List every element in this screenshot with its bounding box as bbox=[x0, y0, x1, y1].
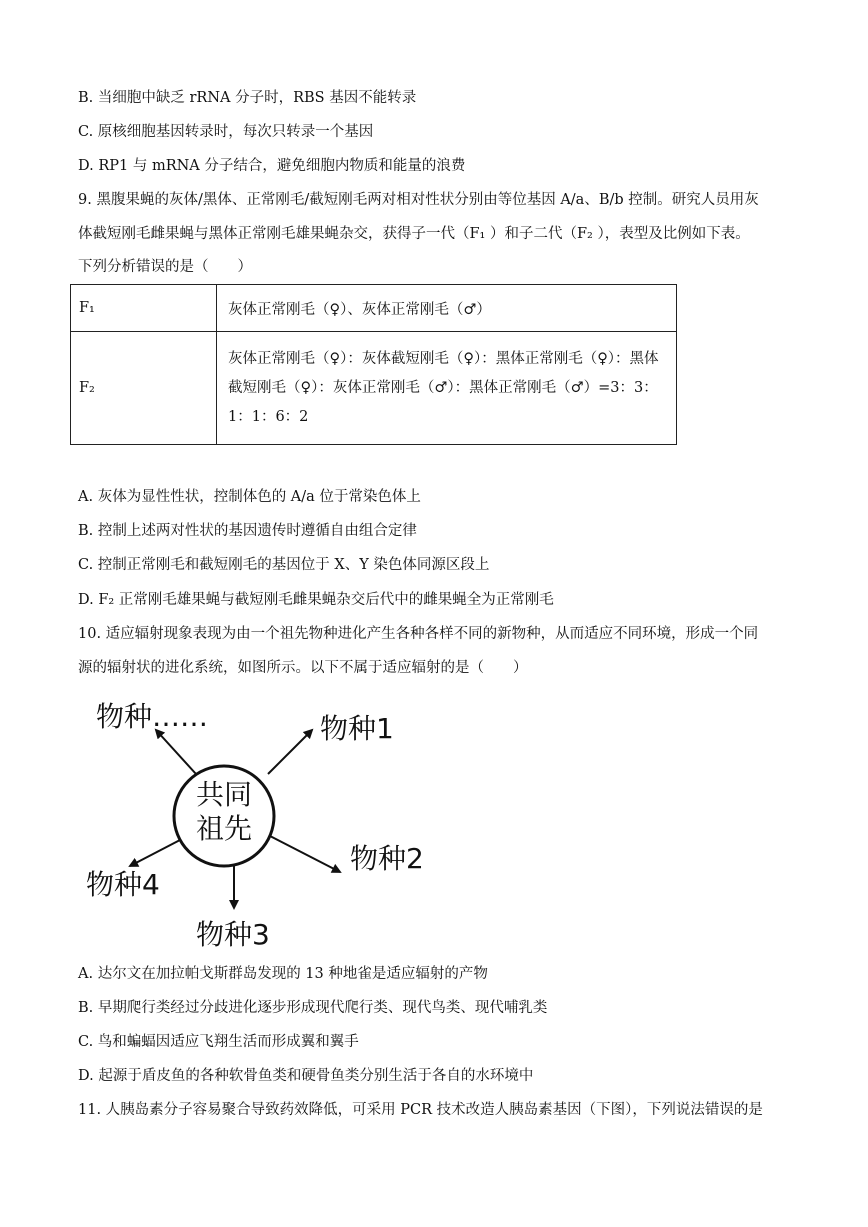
species-1-label: 物种1 bbox=[320, 712, 394, 745]
q8-option-c: C. 原核细胞基因转录时，每次只转录一个基因 bbox=[78, 124, 374, 140]
q10-option-b: B. 早期爬行类经过分歧进化逐步形成现代爬行类、现代鸟类、现代哺乳类 bbox=[78, 1000, 548, 1016]
q9-stem-line-2: 体截短刚毛雌果蝇与黑体正常刚毛雄果蝇杂交，获得子一代（F₁ ）和子二代（F₂ ），表型及比例如下表。 bbox=[78, 226, 750, 242]
arrow-to-species-4 bbox=[130, 840, 180, 866]
q9-stem-line-1: 9. 黑腹果蝇的灰体/黑体、正常刚毛/截短刚毛两对相对性状分别由等位基因 A/a、B/b 控制。研究人员用灰 bbox=[78, 192, 759, 208]
arrow-to-species-dots bbox=[156, 730, 196, 774]
q10-option-d: D. 起源于盾皮鱼的各种软骨鱼类和硬骨鱼类分别生活于各自的水环境中 bbox=[78, 1068, 534, 1084]
q8-option-b: B. 当细胞中缺乏 rRNA 分子时，RBS 基因不能转录 bbox=[78, 90, 417, 106]
q11-stem: 11. 人胰岛素分子容易聚合导致药效降低，可采用 PCR 技术改造人胰岛素基因（下图），下列说法错误的是 bbox=[78, 1102, 763, 1118]
q9-option-c: C. 控制正常刚毛和截短刚毛的基因位于 X、Y 染色体同源区段上 bbox=[78, 557, 490, 573]
q10-option-a: A. 达尔文在加拉帕戈斯群岛发现的 13 种地雀是适应辐射的产物 bbox=[78, 966, 488, 982]
cross-result-table bbox=[70, 284, 677, 445]
q10-stem-line-1: 10. 适应辐射现象表现为由一个祖先物种进化产生各种各样不同的新物种，从而适应不同环境，形成一个同 bbox=[78, 626, 759, 642]
arrow-to-species-1 bbox=[268, 730, 312, 774]
ancestor-label-line-2: 祖先 bbox=[195, 812, 253, 845]
q10-option-c: C. 鸟和蝙蝠因适应飞翔生活而形成翼和翼手 bbox=[78, 1034, 359, 1050]
phenotype-cell: 灰体正常刚毛（♀）、灰体正常刚毛（♂） bbox=[217, 285, 677, 332]
q9-option-b: B. 控制上述两对性状的基因遗传时遵循自由组合定律 bbox=[78, 523, 417, 539]
species-3-label: 物种3 bbox=[196, 918, 270, 951]
q10-stem-line-2: 源的辐射状的进化系统，如图所示。以下不属于适应辐射的是（ ） bbox=[78, 660, 528, 676]
species-4-label: 物种4 bbox=[86, 868, 160, 901]
table-row-f1 bbox=[71, 285, 677, 332]
phenotype-cell bbox=[217, 332, 677, 445]
phenotype-ratio-text: 灰体正常刚毛（♀）：灰体截短刚毛（♀）：黑体正常刚毛（♀）：黑体截短刚毛（♀）：灰体正常刚毛（♂）：黑体正常刚毛（♂）=3：3：1：1：6：2 bbox=[228, 350, 659, 425]
table-row-f2 bbox=[71, 332, 677, 445]
arrow-to-species-2 bbox=[270, 836, 340, 872]
q9-option-d: D. F₂ 正常刚毛雄果蝇与截短刚毛雌果蝇杂交后代中的雌果蝇全为正常刚毛 bbox=[78, 592, 554, 608]
generation-cell: F₁ bbox=[71, 285, 217, 332]
species-dots-label: 物种…… bbox=[96, 700, 209, 733]
q9-stem-line-3: 下列分析错误的是（ ） bbox=[78, 259, 252, 275]
adaptive-radiation-diagram bbox=[70, 690, 430, 952]
q8-option-d: D. RP1 与 mRNA 分子结合，避免细胞内物质和能量的浪费 bbox=[78, 158, 466, 174]
ancestor-label-line-1: 共同 bbox=[195, 778, 253, 811]
species-2-label: 物种2 bbox=[350, 842, 424, 875]
generation-cell: F₂ bbox=[71, 332, 217, 445]
q9-option-a: A. 灰体为显性性状，控制体色的 A/a 位于常染色体上 bbox=[78, 489, 421, 505]
